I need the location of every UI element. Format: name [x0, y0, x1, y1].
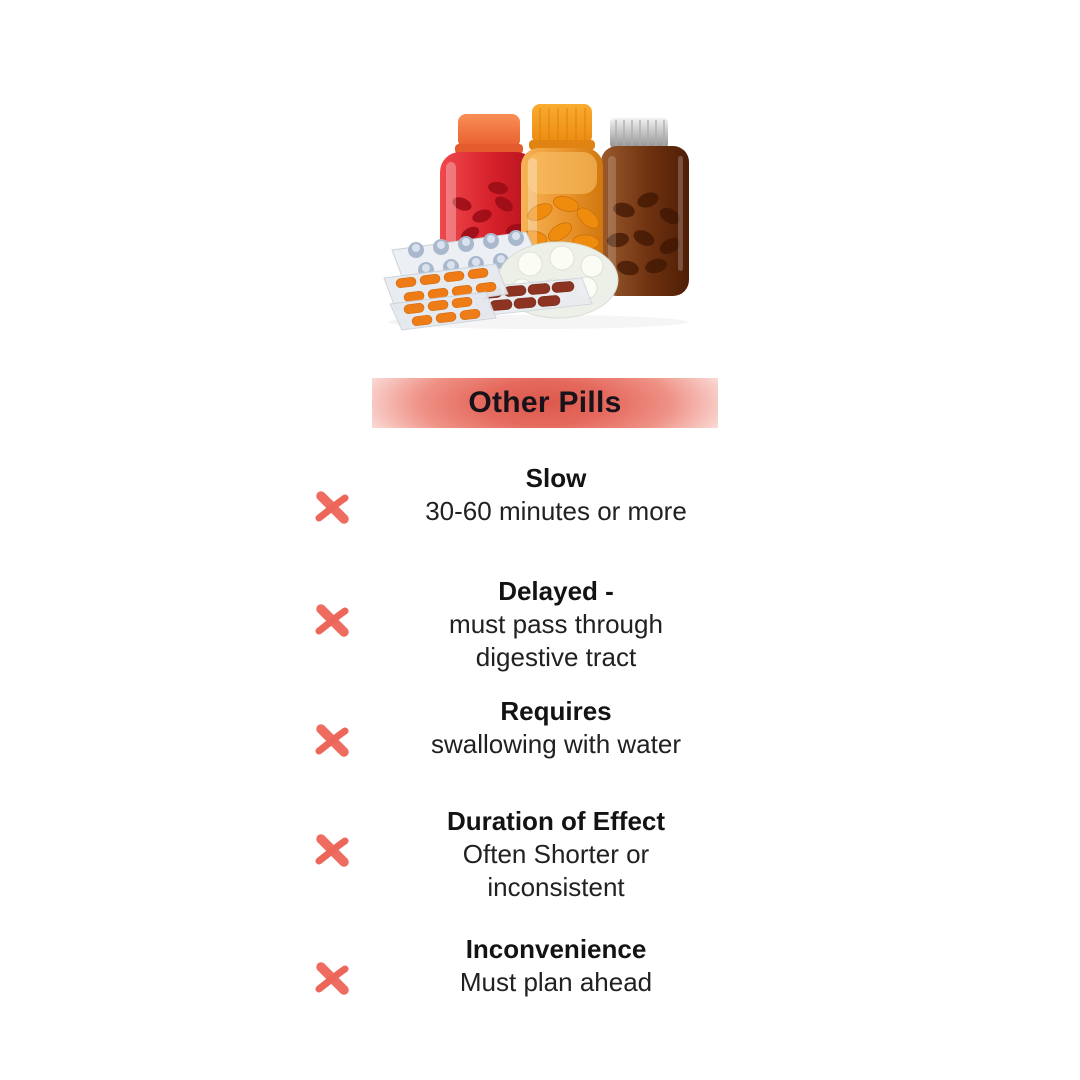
item-line: inconsistent	[487, 872, 625, 902]
item-heading: Delayed -	[498, 576, 614, 606]
item-line: digestive tract	[475, 642, 637, 672]
x-mark-icon	[312, 959, 352, 997]
list-item	[250, 575, 862, 674]
list-item	[250, 462, 862, 528]
item-heading: Requires	[500, 696, 612, 726]
header-bar	[372, 378, 718, 428]
list-item	[250, 805, 862, 904]
item-line: swallowing with water	[431, 729, 681, 759]
x-mark-icon	[312, 831, 352, 869]
list-item	[250, 695, 862, 761]
item-heading: Duration of Effect	[446, 806, 666, 836]
x-mark-icon	[312, 488, 352, 526]
item-line: Must plan ahead	[459, 967, 653, 997]
item-heading: Inconvenience	[465, 934, 647, 964]
item-heading: Slow	[525, 463, 587, 493]
item-line: 30-60 minutes or more	[425, 496, 687, 526]
x-mark-icon	[312, 601, 352, 639]
item-line: Often Shorter or	[462, 839, 650, 869]
list-item	[250, 933, 862, 999]
x-mark-icon	[312, 721, 352, 759]
pills-photo	[378, 92, 710, 332]
item-line: must pass through	[449, 609, 663, 639]
pills-photo-illustration	[378, 92, 710, 332]
page-title: Other Pills	[468, 386, 622, 419]
